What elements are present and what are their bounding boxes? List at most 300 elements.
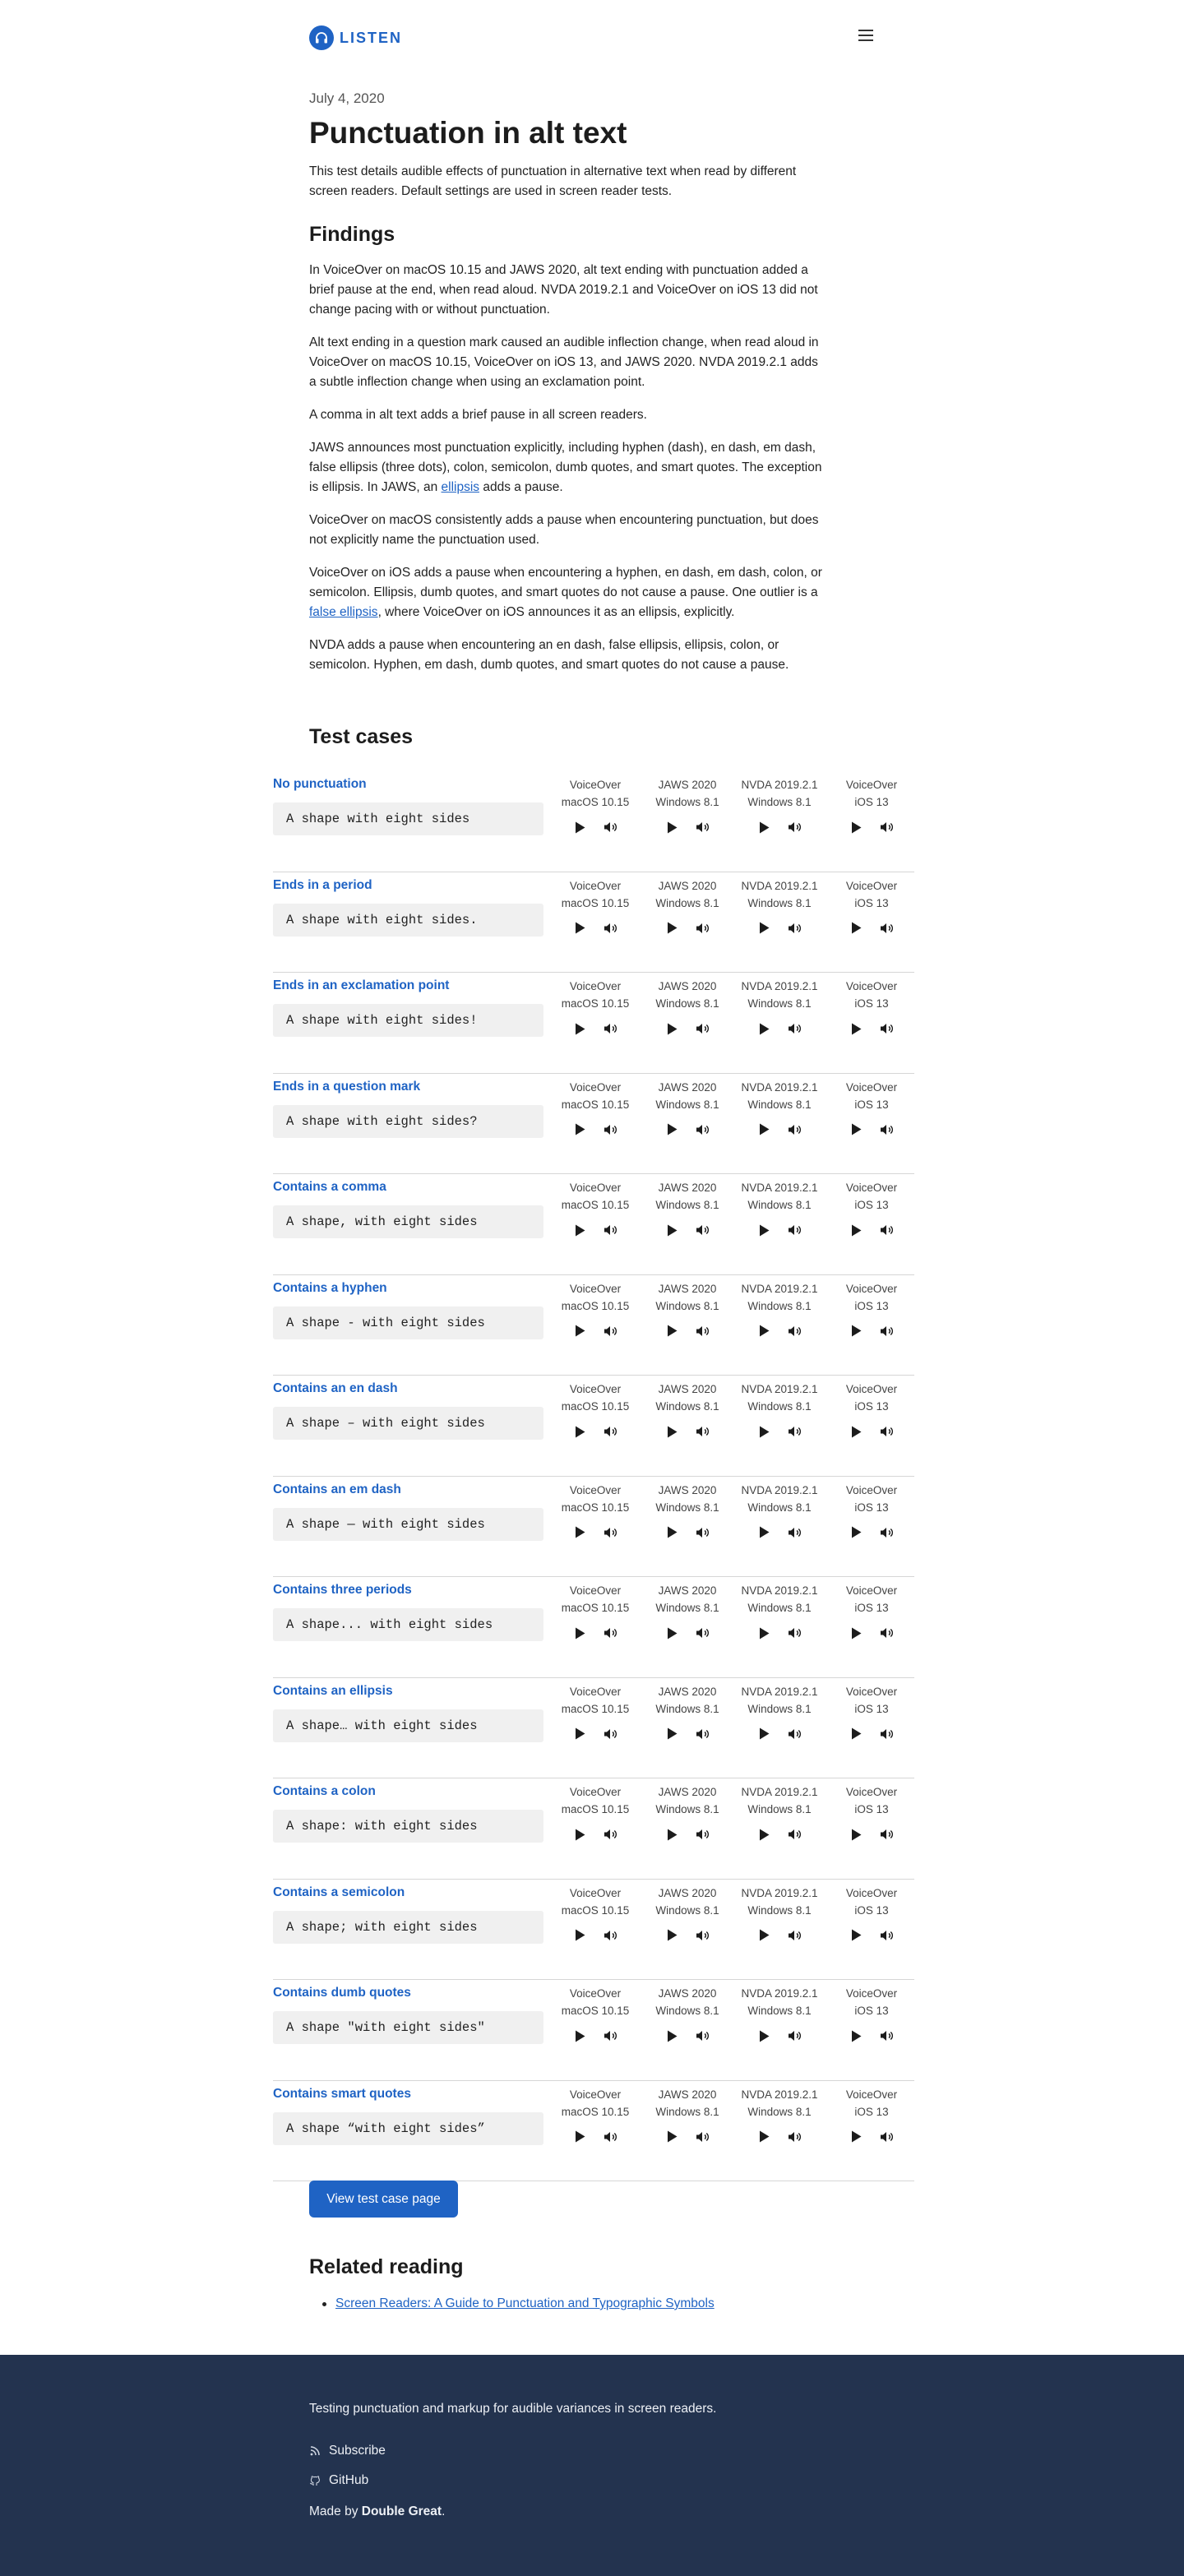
test-case-row: [273, 1174, 914, 1275]
alt-text-sample: A shape — with eight sides: [273, 1508, 543, 1541]
reader-platform: Windows 8.1: [747, 896, 812, 909]
audio-controls: [733, 1020, 826, 1037]
play-icon[interactable]: [756, 920, 772, 937]
reader-platform: Windows 8.1: [747, 1199, 812, 1211]
audio-controls: [549, 2129, 641, 2145]
audio-player: [826, 776, 918, 835]
audio-players: [549, 1783, 918, 1843]
audio-controls: [641, 1524, 733, 1541]
audio-player: [733, 1582, 826, 1641]
audio-controls: [826, 1826, 918, 1843]
play-icon[interactable]: [848, 1927, 864, 1944]
volume-icon[interactable]: [695, 1020, 711, 1037]
audio-controls: [733, 1625, 826, 1641]
test-case-row: [273, 771, 914, 872]
volume-icon[interactable]: [879, 920, 895, 937]
reader-platform: Windows 8.1: [655, 1299, 719, 1312]
audio-controls: [641, 1020, 733, 1037]
volume-icon[interactable]: [879, 1020, 895, 1037]
play-icon[interactable]: [756, 1323, 772, 1339]
subscribe-label: Subscribe: [329, 2444, 386, 2458]
github-icon: [309, 2474, 322, 2487]
reader-platform: macOS 10.15: [561, 796, 630, 808]
audio-controls: [826, 1323, 918, 1339]
volume-icon[interactable]: [603, 1020, 619, 1037]
audio-player: [549, 2086, 641, 2145]
volume-icon[interactable]: [787, 1524, 803, 1541]
reader-platform: Windows 8.1: [747, 2105, 812, 2118]
volume-icon[interactable]: [879, 1524, 895, 1541]
made-by-text: [309, 2504, 445, 2519]
reader-name: VoiceOver: [569, 1987, 622, 2000]
reader-platform: Windows 8.1: [655, 2005, 719, 2017]
reader-name: VoiceOver: [845, 1685, 898, 1698]
post-date: July 4, 2020: [309, 90, 385, 106]
test-case-title[interactable]: Contains a hyphen: [273, 1280, 387, 1295]
audio-controls: [826, 1625, 918, 1641]
alt-text-sample: A shape “with eight sides”: [273, 2112, 543, 2145]
reader-platform: macOS 10.15: [561, 1501, 630, 1514]
site-logo[interactable]: [309, 25, 402, 50]
footer-description: Testing punctuation and markup for audible variances in screen readers.: [309, 2402, 717, 2416]
audio-player: [549, 1783, 641, 1843]
play-icon[interactable]: [756, 1524, 772, 1541]
play-icon[interactable]: [571, 1625, 588, 1641]
test-case-title[interactable]: Ends in a question mark: [273, 1079, 421, 1094]
test-case-title[interactable]: Contains a comma: [273, 1180, 386, 1194]
audio-controls: [826, 2028, 918, 2044]
finding-paragraph: [309, 563, 827, 622]
reader-name: VoiceOver: [845, 1080, 898, 1094]
play-icon[interactable]: [756, 1826, 772, 1843]
reader-name: JAWS 2020: [658, 1685, 717, 1698]
volume-icon[interactable]: [879, 2028, 895, 2044]
audio-controls: [826, 1423, 918, 1440]
reader-platform: iOS 13: [854, 1400, 889, 1413]
test-case-title[interactable]: Ends in an exclamation point: [273, 978, 450, 992]
volume-icon[interactable]: [879, 1323, 895, 1339]
volume-icon[interactable]: [603, 819, 619, 835]
made-by-name[interactable]: Double Great: [361, 2504, 442, 2518]
audio-player: [549, 1582, 641, 1641]
article: [309, 89, 827, 675]
audio-controls: [549, 1222, 641, 1238]
audio-player: [826, 1482, 918, 1541]
volume-icon[interactable]: [787, 1726, 803, 1742]
volume-icon[interactable]: [879, 1423, 895, 1440]
reader-name: JAWS 2020: [658, 1182, 717, 1194]
volume-icon[interactable]: [879, 1122, 895, 1138]
test-case-row: [273, 1275, 914, 1376]
volume-icon[interactable]: [695, 2129, 711, 2145]
play-icon[interactable]: [571, 1122, 588, 1138]
reader-platform: macOS 10.15: [561, 1903, 630, 1917]
page-title: Punctuation in alt text: [309, 116, 627, 150]
audio-player: [549, 1280, 641, 1339]
audio-player: [733, 1380, 826, 1440]
audio-controls: [549, 920, 641, 937]
audio-player: [733, 877, 826, 937]
play-icon[interactable]: [571, 1826, 588, 1843]
reader-platform: iOS 13: [854, 1803, 889, 1815]
site-header: [0, 0, 1184, 74]
test-case-title[interactable]: Contains a semicolon: [273, 1885, 405, 1899]
volume-icon[interactable]: [603, 1122, 619, 1138]
audio-player: [826, 1885, 918, 1944]
view-test-case-button[interactable]: View test case page: [309, 2181, 458, 2218]
volume-icon[interactable]: [787, 920, 803, 937]
play-icon[interactable]: [848, 920, 864, 937]
audio-controls: [549, 1927, 641, 1944]
volume-icon[interactable]: [879, 1222, 895, 1238]
volume-icon[interactable]: [695, 1726, 711, 1742]
volume-icon[interactable]: [603, 1625, 619, 1641]
audio-controls: [826, 1222, 918, 1238]
test-case-title[interactable]: Contains a colon: [273, 1784, 376, 1798]
test-case-row: [273, 1376, 914, 1477]
test-case-title[interactable]: Contains smart quotes: [273, 2086, 411, 2101]
finding-paragraph: Alt text ending in a question mark caused an audible inflection change, when read aloud in VoiceOver on macOS 10.15, VoiceOver on iOS 13, and JAWS 2020. NVDA 2019.2.1 adds a subtle inflection change when using an exclamation point.: [309, 335, 819, 389]
audio-player: [549, 1885, 641, 1944]
audio-controls: [733, 1826, 826, 1843]
play-icon[interactable]: [756, 1625, 772, 1641]
volume-icon[interactable]: [695, 1323, 711, 1339]
audio-controls: [641, 1323, 733, 1339]
play-icon[interactable]: [848, 1020, 864, 1037]
play-icon[interactable]: [664, 1826, 680, 1843]
audio-controls: [641, 2028, 733, 2044]
audio-player: [733, 978, 826, 1037]
audio-players: [549, 1179, 918, 1238]
audio-controls: [733, 1122, 826, 1138]
volume-icon[interactable]: [695, 2028, 711, 2044]
volume-icon[interactable]: [603, 1524, 619, 1541]
volume-icon[interactable]: [603, 1726, 619, 1742]
finding-paragraph: In VoiceOver on macOS 10.15 and JAWS 2020, alt text ending with punctuation added a brief pause at the end, when read aloud. NVDA 2019.2.1 and VoiceOver on iOS 13 did not change pacing with or without punctuation.: [309, 263, 818, 317]
audio-controls: [826, 1020, 918, 1037]
test-case-row: [273, 1577, 914, 1678]
volume-icon[interactable]: [695, 1222, 711, 1238]
play-icon[interactable]: [848, 1826, 864, 1843]
volume-icon[interactable]: [879, 1826, 895, 1843]
reader-name: VoiceOver: [569, 1182, 622, 1194]
play-icon[interactable]: [571, 1927, 588, 1944]
reader-platform: Windows 8.1: [655, 1501, 719, 1514]
play-icon[interactable]: [664, 1726, 680, 1742]
subscribe-link[interactable]: [309, 2444, 386, 2458]
test-case-row: [273, 1678, 914, 1779]
reader-name: NVDA 2019.2.1: [741, 879, 818, 892]
reader-name: VoiceOver: [845, 879, 898, 892]
reader-name: NVDA 2019.2.1: [741, 1685, 818, 1698]
play-icon[interactable]: [756, 1423, 772, 1440]
reader-name: NVDA 2019.2.1: [741, 2088, 818, 2101]
audio-controls: [641, 1726, 733, 1742]
volume-icon[interactable]: [787, 1020, 803, 1037]
alt-text-sample: A shape - with eight sides: [273, 1306, 543, 1339]
audio-players: [549, 1280, 918, 1339]
github-link[interactable]: [309, 2473, 368, 2488]
play-icon[interactable]: [664, 920, 680, 937]
reader-platform: Windows 8.1: [655, 896, 719, 909]
reader-platform: macOS 10.15: [561, 896, 630, 909]
audio-controls: [641, 1122, 733, 1138]
test-case-row: [273, 872, 914, 974]
play-icon[interactable]: [756, 1726, 772, 1742]
reader-name: NVDA 2019.2.1: [741, 1383, 818, 1395]
audio-player: [641, 1985, 733, 2044]
audio-controls: [641, 1423, 733, 1440]
play-icon[interactable]: [571, 1524, 588, 1541]
hamburger-menu-icon[interactable]: [855, 25, 876, 46]
audio-controls: [733, 1222, 826, 1238]
reader-platform: Windows 8.1: [655, 1400, 719, 1413]
audio-player: [826, 1380, 918, 1440]
volume-icon[interactable]: [603, 1323, 619, 1339]
audio-controls: [826, 1122, 918, 1138]
audio-player: [733, 1079, 826, 1138]
test-case-title[interactable]: No punctuation: [273, 777, 367, 791]
volume-icon[interactable]: [787, 2129, 803, 2145]
play-icon[interactable]: [756, 819, 772, 835]
play-icon[interactable]: [571, 1323, 588, 1339]
volume-icon[interactable]: [879, 1625, 895, 1641]
reader-name: VoiceOver: [569, 1886, 622, 1899]
finding-text: JAWS announces most punctuation explicitly, including hyphen (dash), en dash, em dash, false ellipsis (three dots), colon, semicolon, dumb quotes, and smart quotes. The exception is ellipsis. In JAWS, an: [309, 441, 822, 494]
alt-text-sample: A shape... with eight sides: [273, 1608, 543, 1641]
play-icon[interactable]: [848, 1222, 864, 1238]
volume-icon[interactable]: [695, 1927, 711, 1944]
reader-name: JAWS 2020: [658, 1886, 717, 1899]
reader-name: VoiceOver: [845, 1786, 898, 1798]
play-icon[interactable]: [571, 1423, 588, 1440]
play-icon[interactable]: [848, 2028, 864, 2044]
play-icon[interactable]: [756, 1020, 772, 1037]
reader-platform: macOS 10.15: [561, 1199, 630, 1211]
alt-text-sample: A shape – with eight sides: [273, 1407, 543, 1440]
volume-icon[interactable]: [603, 1927, 619, 1944]
reader-name: VoiceOver: [569, 1685, 622, 1698]
volume-icon[interactable]: [695, 1826, 711, 1843]
audio-player: [641, 1280, 733, 1339]
volume-icon[interactable]: [787, 1625, 803, 1641]
volume-icon[interactable]: [695, 1524, 711, 1541]
volume-icon[interactable]: [603, 1222, 619, 1238]
reader-platform: Windows 8.1: [747, 997, 812, 1010]
volume-icon[interactable]: [787, 2028, 803, 2044]
reader-name: VoiceOver: [569, 1786, 622, 1798]
audio-controls: [826, 920, 918, 937]
play-icon[interactable]: [664, 1122, 680, 1138]
reader-name: NVDA 2019.2.1: [741, 1483, 818, 1496]
rss-icon: [309, 2444, 322, 2458]
audio-player: [826, 1079, 918, 1138]
findings-heading: Findings: [309, 223, 395, 246]
reader-platform: Windows 8.1: [747, 1602, 812, 1614]
audio-player: [733, 1683, 826, 1742]
play-icon[interactable]: [664, 2028, 680, 2044]
reader-platform: Windows 8.1: [747, 1803, 812, 1815]
reader-name: VoiceOver: [845, 1987, 898, 2000]
audio-player: [733, 1179, 826, 1238]
volume-icon[interactable]: [879, 1927, 895, 1944]
volume-icon[interactable]: [787, 1927, 803, 1944]
play-icon[interactable]: [571, 1726, 588, 1742]
audio-controls: [733, 1726, 826, 1742]
reader-name: VoiceOver: [845, 980, 898, 992]
play-icon[interactable]: [571, 1020, 588, 1037]
play-icon[interactable]: [664, 1323, 680, 1339]
audio-players: [549, 1683, 918, 1742]
alt-text-sample: A shape with eight sides: [273, 802, 543, 835]
volume-icon[interactable]: [787, 1423, 803, 1440]
volume-icon[interactable]: [695, 819, 711, 835]
volume-icon[interactable]: [879, 1726, 895, 1742]
play-icon[interactable]: [664, 1020, 680, 1037]
play-icon[interactable]: [756, 1122, 772, 1138]
reader-name: JAWS 2020: [658, 2088, 717, 2101]
ellipsis-link[interactable]: ellipsis: [441, 480, 480, 494]
play-icon[interactable]: [848, 2129, 864, 2145]
play-icon[interactable]: [848, 1122, 864, 1138]
github-label: GitHub: [329, 2473, 369, 2487]
test-cases-list: [273, 771, 914, 2181]
related-reading-heading: Related reading: [309, 2255, 464, 2278]
list-item: [326, 2294, 715, 2314]
play-icon[interactable]: [664, 1625, 680, 1641]
reader-name: VoiceOver: [569, 1080, 622, 1094]
finding-paragraph: VoiceOver on macOS consistently adds a pause when encountering punctuation, but does not explicitly name the punctuation used.: [309, 513, 819, 547]
audio-player: [826, 877, 918, 937]
reader-name: VoiceOver: [845, 2088, 898, 2101]
play-icon[interactable]: [848, 1726, 864, 1742]
play-icon[interactable]: [848, 1524, 864, 1541]
audio-player: [641, 776, 733, 835]
reader-platform: iOS 13: [854, 2105, 889, 2118]
volume-icon[interactable]: [787, 1826, 803, 1843]
audio-player: [733, 1482, 826, 1541]
play-icon[interactable]: [571, 819, 588, 835]
play-icon[interactable]: [756, 2129, 772, 2145]
volume-icon[interactable]: [695, 920, 711, 937]
test-case-title[interactable]: Contains an en dash: [273, 1381, 398, 1395]
reader-platform: Windows 8.1: [655, 1903, 719, 1917]
volume-icon[interactable]: [603, 920, 619, 937]
audio-players: [549, 1482, 918, 1541]
volume-icon[interactable]: [603, 1423, 619, 1440]
reader-name: JAWS 2020: [658, 1383, 717, 1395]
false-ellipsis-link[interactable]: false ellipsis: [309, 605, 378, 619]
play-icon[interactable]: [664, 819, 680, 835]
play-icon[interactable]: [756, 1222, 772, 1238]
test-case-title[interactable]: Ends in a period: [273, 877, 372, 892]
audio-player: [641, 877, 733, 937]
reader-platform: iOS 13: [854, 796, 889, 808]
alt-text-sample: A shape "with eight sides": [273, 2011, 543, 2044]
volume-icon[interactable]: [787, 1222, 803, 1238]
test-case-title[interactable]: Contains an em dash: [273, 1482, 401, 1496]
audio-player: [826, 1179, 918, 1238]
play-icon[interactable]: [848, 1323, 864, 1339]
reader-name: VoiceOver: [845, 779, 898, 791]
alt-text-sample: A shape with eight sides.: [273, 904, 543, 937]
reader-name: VoiceOver: [845, 1383, 898, 1395]
play-icon[interactable]: [664, 1222, 680, 1238]
audio-controls: [826, 819, 918, 835]
test-case-title[interactable]: Contains an ellipsis: [273, 1683, 393, 1698]
play-icon[interactable]: [664, 2129, 680, 2145]
audio-player: [641, 1179, 733, 1238]
audio-controls: [826, 2129, 918, 2145]
volume-icon[interactable]: [695, 1625, 711, 1641]
reader-name: VoiceOver: [569, 1584, 622, 1597]
finding-paragraph: [309, 438, 827, 497]
play-icon[interactable]: [848, 819, 864, 835]
audio-player: [549, 1079, 641, 1138]
play-icon[interactable]: [848, 1423, 864, 1440]
play-icon[interactable]: [571, 920, 588, 937]
play-icon[interactable]: [664, 1423, 680, 1440]
play-icon[interactable]: [664, 1524, 680, 1541]
reader-platform: Windows 8.1: [655, 1803, 719, 1815]
play-icon[interactable]: [756, 2028, 772, 2044]
reader-name: JAWS 2020: [658, 1786, 717, 1798]
alt-text-sample: A shape with eight sides?: [273, 1105, 543, 1138]
reader-platform: macOS 10.15: [561, 1400, 630, 1413]
reader-platform: macOS 10.15: [561, 2105, 630, 2118]
play-icon[interactable]: [571, 2028, 588, 2044]
audio-controls: [733, 819, 826, 835]
related-link[interactable]: Screen Readers: A Guide to Punctuation and Typographic Symbols: [335, 2296, 715, 2310]
test-case-title[interactable]: Contains three periods: [273, 1583, 412, 1597]
volume-icon[interactable]: [879, 2129, 895, 2145]
reader-name: VoiceOver: [845, 1182, 898, 1194]
audio-controls: [733, 1323, 826, 1339]
reader-platform: iOS 13: [854, 1199, 889, 1211]
reader-name: VoiceOver: [569, 1282, 622, 1295]
volume-icon[interactable]: [603, 2028, 619, 2044]
alt-text-sample: A shape, with eight sides: [273, 1205, 543, 1238]
test-case-title[interactable]: Contains dumb quotes: [273, 1986, 411, 2000]
play-icon[interactable]: [848, 1625, 864, 1641]
reader-name: NVDA 2019.2.1: [741, 1886, 818, 1899]
volume-icon[interactable]: [787, 1323, 803, 1339]
audio-controls: [826, 1726, 918, 1742]
play-icon[interactable]: [571, 1222, 588, 1238]
volume-icon[interactable]: [787, 819, 803, 835]
play-icon[interactable]: [664, 1927, 680, 1944]
reader-platform: iOS 13: [854, 997, 889, 1010]
reader-platform: Windows 8.1: [655, 2105, 719, 2118]
volume-icon[interactable]: [603, 1826, 619, 1843]
audio-controls: [733, 2129, 826, 2145]
volume-icon[interactable]: [695, 1122, 711, 1138]
audio-players: [549, 2086, 918, 2145]
audio-controls: [549, 1122, 641, 1138]
volume-icon[interactable]: [695, 1423, 711, 1440]
play-icon[interactable]: [756, 1927, 772, 1944]
reader-platform: iOS 13: [854, 2005, 889, 2017]
volume-icon[interactable]: [787, 1122, 803, 1138]
logo-text: LISTEN: [340, 29, 403, 46]
volume-icon[interactable]: [879, 819, 895, 835]
audio-players: [549, 776, 918, 835]
volume-icon[interactable]: [603, 2129, 619, 2145]
play-icon[interactable]: [571, 2129, 588, 2145]
audio-player: [549, 776, 641, 835]
audio-player: [549, 877, 641, 937]
reader-name: VoiceOver: [569, 980, 622, 992]
